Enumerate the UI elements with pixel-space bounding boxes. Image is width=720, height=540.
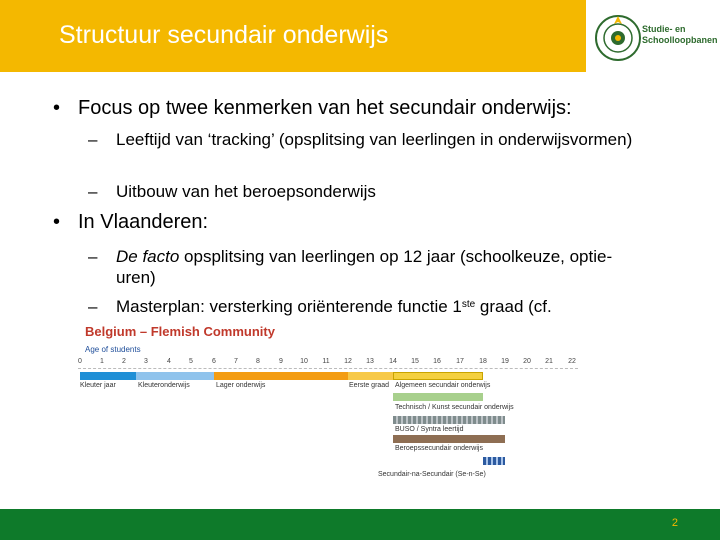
diagram-title: Belgium – Flemish Community [85, 324, 275, 339]
age-tick: 21 [545, 358, 553, 365]
bullet-2-text: In Vlaanderen: [78, 211, 209, 233]
age-tick: 17 [456, 358, 464, 365]
bar-se-n-se [483, 457, 505, 465]
bar-buso [393, 416, 505, 424]
age-tick: 7 [234, 358, 238, 365]
age-tick: 15 [411, 358, 419, 365]
age-tick: 1 [100, 358, 104, 365]
education-structure-diagram [78, 321, 586, 489]
age-tick: 16 [433, 358, 441, 365]
label-algemeen: Algemeen secundair onderwijs [395, 382, 491, 389]
bar-eerste-graad [348, 372, 393, 380]
age-tick: 9 [279, 358, 283, 365]
page-number: 2 [671, 517, 678, 529]
age-tick: 4 [167, 358, 171, 365]
age-tick: 8 [256, 358, 260, 365]
age-tick: 10 [300, 358, 308, 365]
de-facto-text: De facto [116, 247, 180, 266]
label-se-n-se: Secundair-na-Secundair (Se-n-Se) [378, 471, 486, 478]
age-tick: 11 [322, 358, 330, 365]
logo-emblem-icon [588, 6, 644, 66]
ordinal-suffix: ste [461, 299, 476, 310]
age-tick: 19 [501, 358, 509, 365]
logo-line-2: Schoolloopbanen [642, 35, 718, 45]
bullet-1-text: Focus op twee kenmerken van het secundair onderwijs: [78, 97, 572, 119]
slide-footer [0, 509, 720, 540]
age-tick: 18 [479, 358, 487, 365]
logo-line-1: Studie- en [642, 24, 686, 34]
bar-kleuteronderwijs [136, 372, 214, 380]
bullet-2-sub-1-text: opsplitsing van leerlingen op 12 jaar (schoolkeuze, optie-uren) [116, 247, 613, 287]
axis-line [78, 368, 578, 369]
label-eerste-graad: Eerste graad [349, 382, 390, 389]
label-lager-onderwijs: Lager onderwijs [216, 382, 266, 389]
slide-title: Structuur secundair onderwijs [59, 21, 389, 49]
bar-lager-onderwijs [214, 372, 348, 380]
age-tick: 3 [144, 358, 148, 365]
age-tick: 6 [212, 358, 216, 365]
label-kleuter-jaar: Kleuter jaar [80, 382, 116, 389]
age-tick: 14 [389, 358, 397, 365]
age-tick: 12 [344, 358, 352, 365]
diagram-subtitle: Age of students [85, 345, 141, 354]
bullet-2-sub-2-text: Masterplan: versterking oriënterende functie 1 [116, 297, 462, 316]
bar-beroeps [393, 435, 505, 443]
age-tick: 22 [568, 358, 576, 365]
slide-header [0, 0, 720, 72]
logo [586, 0, 720, 72]
bullet-2-sub-2-end: graad (cf. [475, 297, 552, 316]
bullet-1-sub-1-text: Leeftijd van ‘tracking’ (opsplitsing van leerlingen in onderwijsvormen) [116, 130, 633, 149]
age-tick: 2 [122, 358, 126, 365]
age-tick: 0 [78, 358, 82, 365]
label-beroeps: Beroepssecundair onderwijs [395, 445, 483, 452]
age-axis [78, 358, 586, 368]
bar-technisch [393, 393, 483, 401]
bar-algemeen [393, 372, 483, 380]
label-technisch: Technisch / Kunst secundair onderwijs [395, 404, 514, 411]
age-tick: 5 [189, 358, 193, 365]
bar-kleuter-jaar [80, 372, 136, 380]
label-buso: BUSO / Syntra leertijd [395, 426, 464, 433]
age-tick: 20 [523, 358, 531, 365]
bullet-1-sub-2-text: Uitbouw van het beroepsonderwijs [116, 182, 376, 201]
label-kleuteronderwijs: Kleuteronderwijs [138, 382, 190, 389]
age-tick: 13 [366, 358, 374, 365]
